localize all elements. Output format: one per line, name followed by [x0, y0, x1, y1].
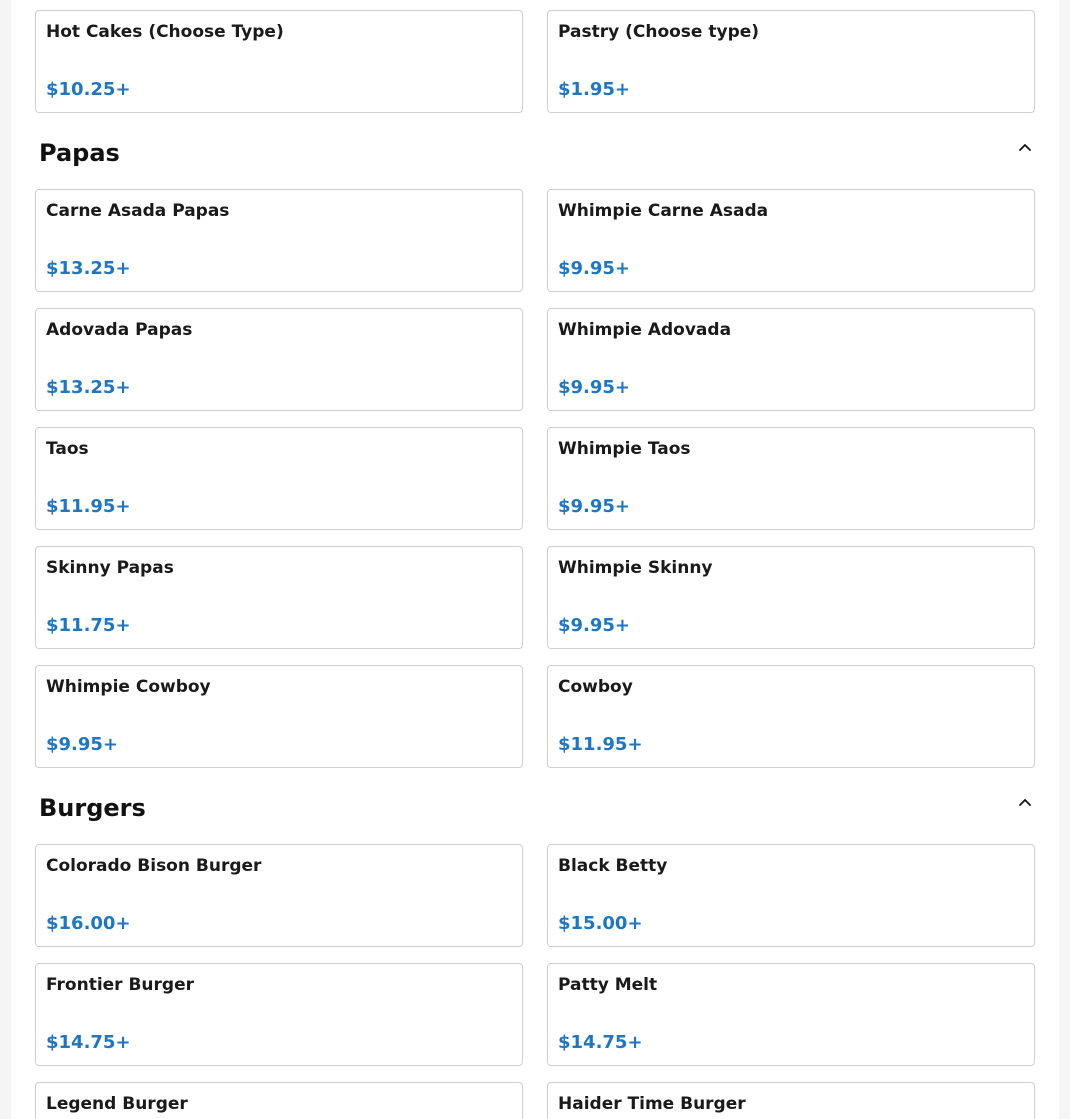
menu-item-price: $9.95+ — [558, 258, 631, 279]
menu-item-name: Skinny Papas — [46, 558, 174, 578]
menu-page — [11, 0, 1059, 1119]
menu-item-card[interactable] — [35, 1082, 523, 1119]
menu-item-card[interactable] — [35, 10, 523, 113]
menu-item-name: Haider Time Burger — [558, 1094, 746, 1114]
menu-item-card[interactable] — [547, 189, 1035, 292]
menu-item-price: $13.25+ — [46, 258, 131, 279]
menu-item-name: Whimpie Skinny — [558, 558, 713, 578]
menu-item-name: Whimpie Carne Asada — [558, 201, 769, 221]
menu-item-name: Carne Asada Papas — [46, 201, 230, 221]
menu-item-price: $14.75+ — [46, 1032, 131, 1053]
menu-item-price: $9.95+ — [558, 377, 631, 398]
menu-item-price: $9.95+ — [558, 615, 631, 636]
chevron-up-icon[interactable] — [1017, 794, 1033, 810]
menu-item-card[interactable] — [35, 189, 523, 292]
menu-item-card[interactable] — [35, 546, 523, 649]
menu-item-card[interactable] — [35, 844, 523, 947]
menu-item-name: Colorado Bison Burger — [46, 856, 262, 876]
section-title-papas: Papas — [39, 139, 120, 167]
menu-item-price: $11.75+ — [46, 615, 131, 636]
menu-item-name: Adovada Papas — [46, 320, 193, 340]
menu-item-name: Hot Cakes (Choose Type) — [46, 22, 284, 42]
menu-item-price: $15.00+ — [558, 913, 643, 934]
menu-item-price: $9.95+ — [46, 734, 119, 755]
menu-item-price: $11.95+ — [46, 496, 131, 517]
menu-item-price: $9.95+ — [558, 496, 631, 517]
menu-item-price: $10.25+ — [46, 79, 131, 100]
menu-item-name: Legend Burger — [46, 1094, 188, 1114]
menu-item-name: Black Betty — [558, 856, 668, 876]
menu-item-card[interactable] — [547, 963, 1035, 1066]
menu-item-name: Whimpie Adovada — [558, 320, 732, 340]
menu-item-card[interactable] — [547, 427, 1035, 530]
menu-item-card[interactable] — [547, 546, 1035, 649]
menu-item-name: Patty Melt — [558, 975, 658, 995]
menu-item-name: Pastry (Choose type) — [558, 22, 760, 42]
menu-item-name: Whimpie Taos — [558, 439, 691, 459]
menu-item-name: Cowboy — [558, 677, 633, 697]
menu-item-card[interactable] — [35, 308, 523, 411]
menu-item-price: $14.75+ — [558, 1032, 643, 1053]
menu-item-card[interactable] — [547, 665, 1035, 768]
menu-item-card[interactable] — [547, 308, 1035, 411]
menu-item-name: Frontier Burger — [46, 975, 195, 995]
menu-item-price: $1.95+ — [558, 79, 631, 100]
menu-item-price: $11.95+ — [558, 734, 643, 755]
menu-item-name: Whimpie Cowboy — [46, 677, 211, 697]
menu-item-card[interactable] — [35, 665, 523, 768]
menu-item-price: $16.00+ — [46, 913, 131, 934]
menu-item-price: $13.25+ — [46, 377, 131, 398]
menu-item-card[interactable] — [547, 10, 1035, 113]
section-title-burgers: Burgers — [39, 794, 146, 822]
menu-item-card[interactable] — [547, 1082, 1035, 1119]
chevron-up-icon[interactable] — [1017, 139, 1033, 155]
menu-item-name: Taos — [46, 439, 89, 459]
menu-item-card[interactable] — [35, 427, 523, 530]
menu-item-card[interactable] — [35, 963, 523, 1066]
menu-item-card[interactable] — [547, 844, 1035, 947]
